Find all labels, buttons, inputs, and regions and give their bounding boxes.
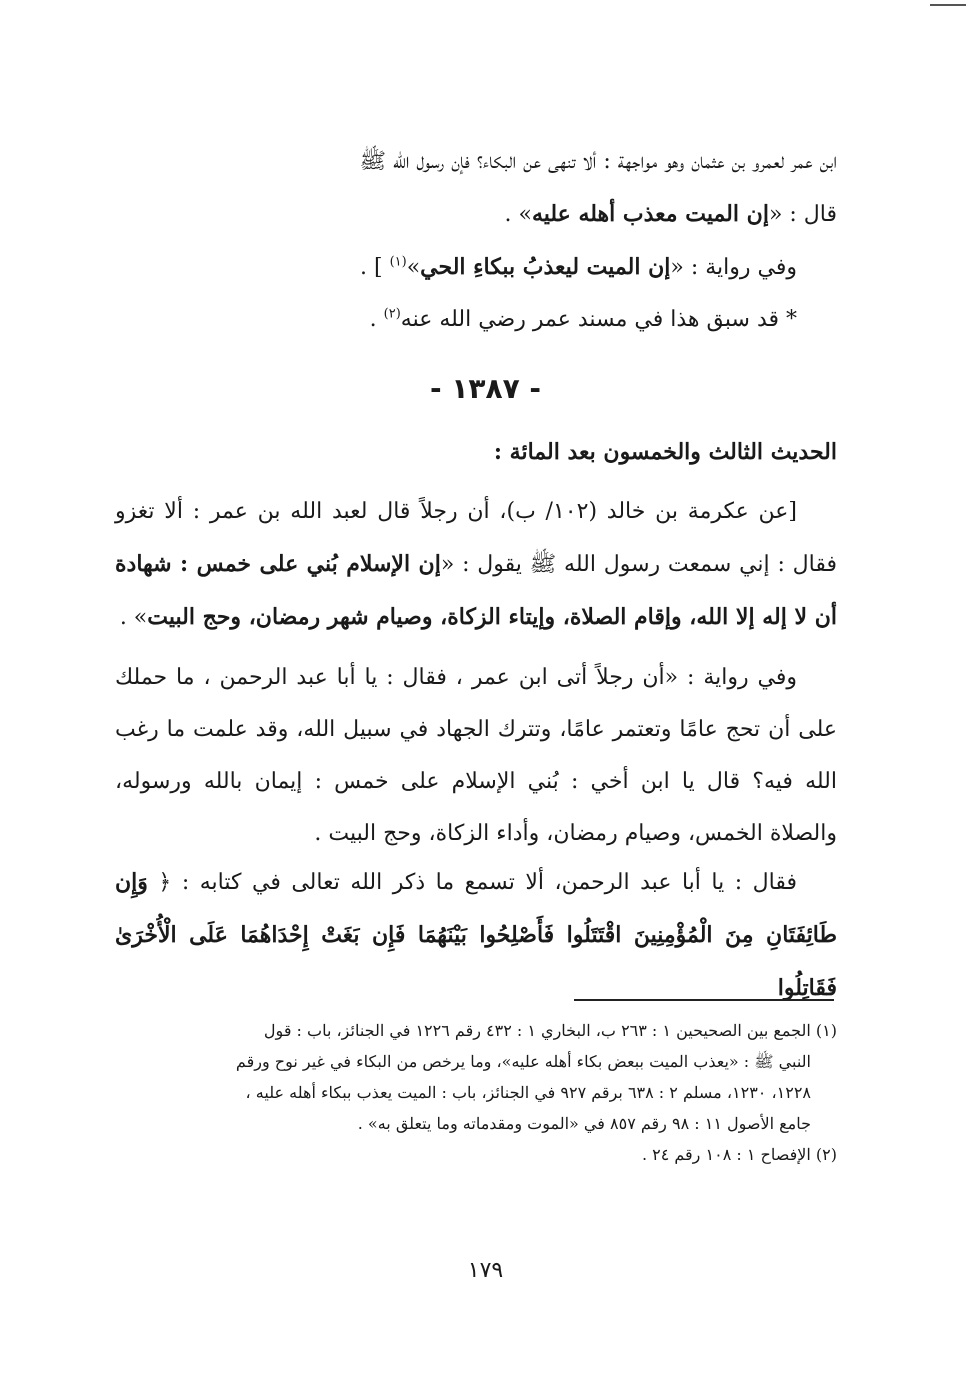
corner-mark (930, 4, 966, 10)
quran-verse: وَإِن طَائِفَتَانِ مِنَ الْمُؤْمِنِينَ اقْتَتَلُوا فَأَصْلِحُوا بَيْنَهُمَا فَإِن بَغَتْ إِحْدَاهُمَا عَلَى الْأُخْرَىٰ فَقَاتِلُوا (115, 869, 837, 1001)
note-paragraph (115, 294, 837, 346)
footnote-2: (٢) الإفصاح ١ : ١٠٨ رقم ٢٤ . (641, 1145, 837, 1164)
note-text: * قد سبق هذا في مسند عمر رضي الله عنه (400, 307, 797, 332)
page-number: ١٧٩ (467, 1258, 504, 1283)
hadith-end: » . (119, 605, 148, 630)
p1-line2-suffix: » . (504, 202, 532, 227)
riwaya1-prefix: وفي رواية : « (670, 255, 797, 280)
riwaya2-paragraph: وفي رواية : «أن رجلاً أتى ابن عمر ، فقال : يا أبا عبد الرحمن ، ما حملك على أن تحج عامًا وتعتمر عامًا، وتترك الجهاد في سبيل الله، وقد علمت ما رغب الله فيه؟ قال يا ابن أخي : بُني الإسلام على خمس : إيمان بالله ورسوله، والصلاة الخمس، وصيام رمضان، وأداء الزكاة، وحج البيت . (115, 665, 837, 846)
p1-line1: ابن عمر لعمرو بن عثمان وهو مواجهة : ألا تنهى عن البكاء؟ فإن رسول الله ﷺ (359, 149, 837, 174)
riwaya1-suffix: » (406, 255, 421, 280)
section-heading: الحديث الثالث والخمسون بعد المائة : (493, 439, 837, 465)
footnote-1-line1: (١) الجمع بين الصحيحين ١ : ٢٦٣ ب، البخاري ١ : ٤٣٢ رقم ١٢٢٦ في الجنائز، باب : قول (263, 1021, 837, 1040)
riwaya-paragraph (115, 241, 837, 294)
footnote-1-line2: النبي ﷺ : «يعذب الميت ببعض بكاء أهله عليه»، وما يرخص من البكاء في غير نوح ورقم (235, 1052, 811, 1071)
hadith-number: - ١٣٨٧ - (429, 372, 542, 405)
riwaya1-close: ] . (360, 255, 390, 280)
paragraph-continuation (115, 136, 837, 241)
footnote-ref-1[interactable]: (١) (389, 254, 407, 270)
footnote-1-line3: ١٢٢٨، ١٢٣٠، مسلم ٢ : ٦٣٨ برقم ٩٢٧ في الجنائز، باب : الميت يعذب ببكاء أهله عليه ، (245, 1083, 811, 1102)
main-text-block (115, 426, 837, 1015)
footnote-ref-2[interactable]: (٢) (383, 306, 401, 322)
top-text-block (115, 136, 837, 346)
quran-paragraph (115, 856, 837, 1015)
riwaya1-bold: إن الميت ليعذبُ ببكاءِ الحي (420, 254, 671, 280)
quran-prefix: فقال : يا أبا عبد الرحمن، ألا تسمع ما ذكر الله تعالى في كتابه : ﴿ (147, 870, 797, 895)
hadith-part1: [عن عكرمة بن خالد (١٠٢/ ب)، أن رجلاً قال لعبد الله بن عمر : ألا تغزو فقال : إني سمعت رسول الله ﷺ يقول : « (115, 499, 837, 577)
footnote-1-line4: جامع الأصول ١١ : ٩٨ رقم ٨٥٧ في «الموت ومقدماته وما يتعلق به» . (357, 1114, 811, 1133)
footnote-separator (574, 999, 834, 1001)
hadith-paragraph (115, 486, 837, 644)
p1-line2-prefix: قال : « (768, 202, 837, 227)
hadith-bold: إن الإسلام بُني على خمس : شهادة أن لا إله إلا الله، وإقام الصلاة، وإيتاء الزكاة، وصيام شهر رمضان، وحج البيت (115, 551, 837, 630)
p1-line2-bold: إن الميت معذب أهله عليه (531, 201, 769, 227)
note-end: . (369, 307, 384, 332)
footnotes (115, 1015, 837, 1170)
